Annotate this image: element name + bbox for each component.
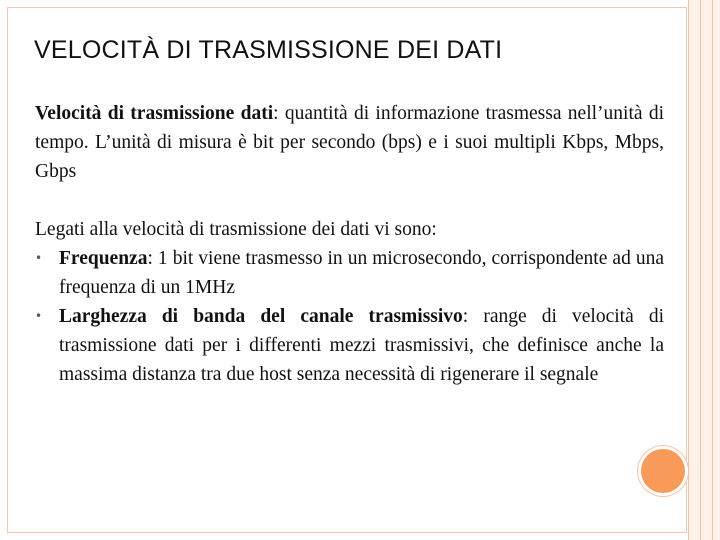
bullet-term: Frequenza: [59, 248, 148, 269]
lead-sentence: Legati alla velocità di trasmissione dei dati vi sono:: [35, 219, 437, 240]
bullet-list: [35, 244, 664, 389]
list-item: [35, 302, 664, 389]
stripe-line: [688, 0, 689, 540]
decorative-circle: [641, 449, 685, 493]
stripe-line: [712, 0, 713, 540]
definition-text: : quantità di informazione trasmessa nell’unità di tempo. L’unità di misura è bit per secondo (bps) e i suoi multipli Kbps, Mbps, Gbps: [35, 103, 664, 182]
bullet-icon: •: [35, 309, 43, 323]
bullet-term: Larghezza di banda del canale trasmissivo: [59, 306, 463, 327]
slide-title: VELOCITÀ DI TRASMISSIONE DEI DATI: [34, 36, 503, 64]
definition-paragraph: [35, 99, 664, 186]
bullet-text: : range di velocità di trasmissione dati per i differenti mezzi trasmissivi, che definisce anche la massima distanza tra due host senza necessità di rigenerare il segnale: [59, 306, 664, 385]
stripe-line: [700, 0, 701, 540]
spacer: [35, 186, 664, 215]
slide-body: [35, 99, 664, 389]
bullet-icon: •: [35, 251, 43, 265]
bullet-text: : 1 bit viene trasmesso in un microsecondo, corrispondente ad una frequenza di un 1MHz: [59, 248, 664, 298]
list-item: [35, 244, 664, 302]
side-stripe: [688, 0, 720, 540]
definition-term: Velocità di trasmissione dati: [35, 103, 274, 124]
